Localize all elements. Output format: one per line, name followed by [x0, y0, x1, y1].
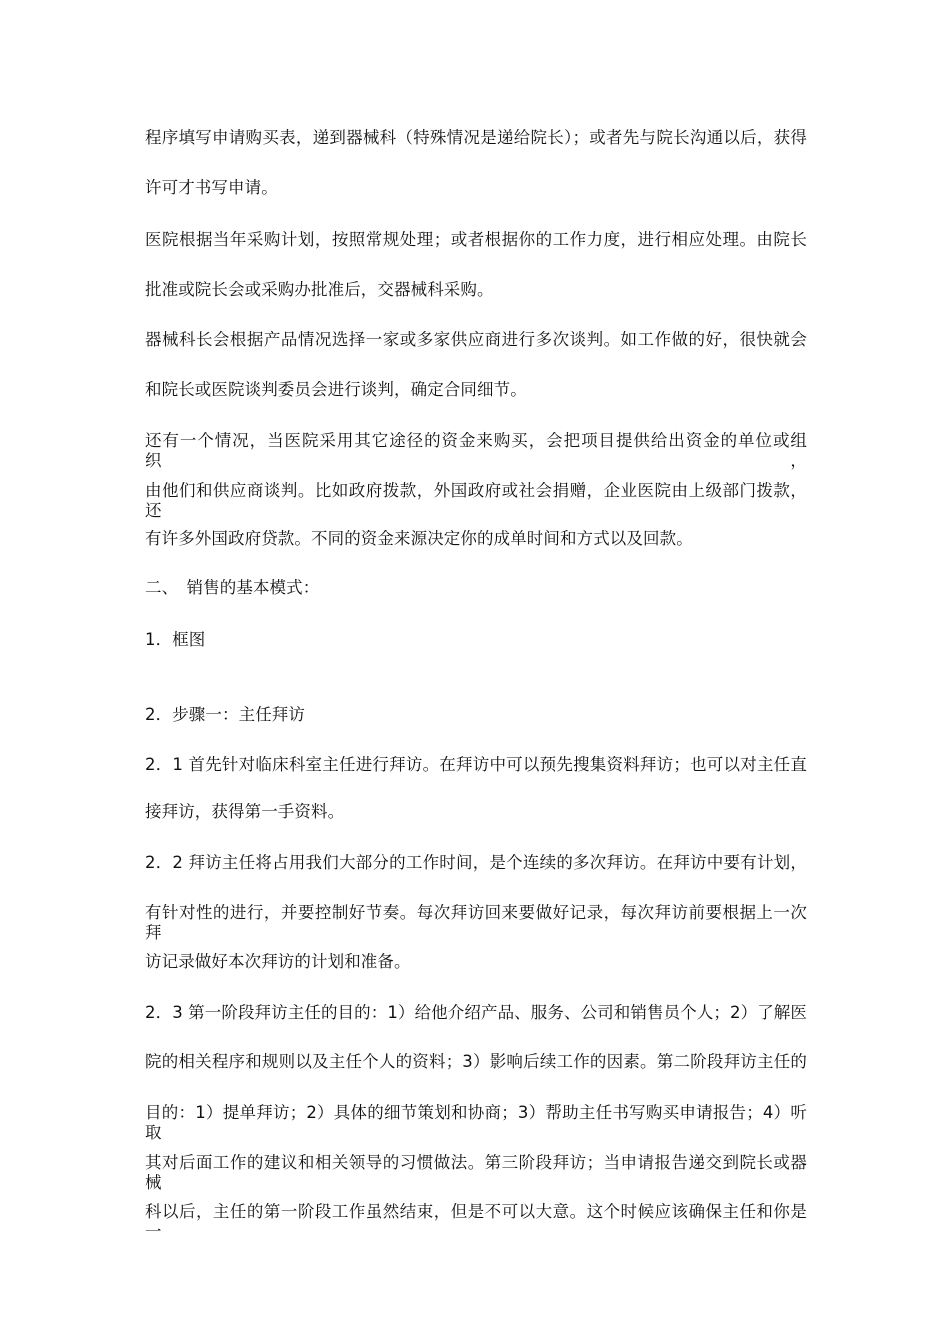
text-line-1: 程序填写申请购买表，递到器械科（特殊情况是递给院长）；或者先与院长沟通以后，获得 — [145, 128, 807, 147]
item-2-heading: 2．步骤一：主任拜访 — [145, 705, 305, 724]
text-line-17: 访记录做好本次拜访的计划和准备。 — [145, 952, 411, 971]
item-1-heading: 1．框图 — [145, 630, 206, 649]
text-line-8: 由他们和供应商谈判。比如政府拨款，外国政府或社会捐赠，企业医院由上级部门拨款，还 — [145, 481, 807, 520]
text-line-22: 科以后，主任的第一阶段工作虽然结束，但是不可以大意。这个时候应该确保主任和你是一 — [145, 1202, 807, 1241]
text-line-6: 和院长或医院谈判委员会进行谈判，确定合同细节。 — [145, 380, 527, 399]
text-line-9: 有许多外国政府贷款。不同的资金来源决定你的成单时间和方式以及回款。 — [145, 529, 693, 548]
section-heading: 二、 销售的基本模式： — [145, 578, 320, 597]
text-line-20: 目的：1）提单拜访；2）具体的细节策划和协商；3）帮助主任书写购买申请报告；4）听取 — [145, 1103, 807, 1142]
text-line-16: 有针对性的进行，并要控制好节奏。每次拜访回来要做好记录，每次拜访前要根据上一次拜 — [145, 903, 807, 942]
text-line-15: 2．2 拜访主任将占用我们大部分的工作时间，是个连续的多次拜访。在拜访中要有计划， — [145, 853, 807, 872]
text-line-4: 批准或院长会或采购办批准后，交器械科采购。 — [145, 280, 494, 299]
text-line-18: 2．3 第一阶段拜访主任的目的：1）给他介绍产品、服务、公司和销售员个人；2）了解医 — [145, 1003, 807, 1022]
text-line-19: 院的相关程序和规则以及主任个人的资料；3）影响后续工作的因素。第二阶段拜访主任的 — [145, 1052, 807, 1071]
text-line-7: 还有一个情况，当医院采用其它途径的资金来购买，会把项目提供给出资金的单位或组织， — [145, 431, 807, 470]
text-line-14: 接拜访，获得第一手资料。 — [145, 802, 345, 821]
text-line-13: 2．1 首先针对临床科室主任进行拜访。在拜访中可以预先搜集资料拜访；也可以对主任直 — [145, 755, 807, 774]
text-line-5: 器械科长会根据产品情况选择一家或多家供应商进行多次谈判。如工作做的好，很快就会 — [145, 330, 807, 349]
text-line-2: 许可才书写申请。 — [145, 178, 278, 197]
text-line-21: 其对后面工作的建议和相关领导的习惯做法。第三阶段拜访；当申请报告递交到院长或器械 — [145, 1153, 807, 1192]
text-line-3: 医院根据当年采购计划，按照常规处理；或者根据你的工作力度，进行相应处理。由院长 — [145, 230, 807, 249]
